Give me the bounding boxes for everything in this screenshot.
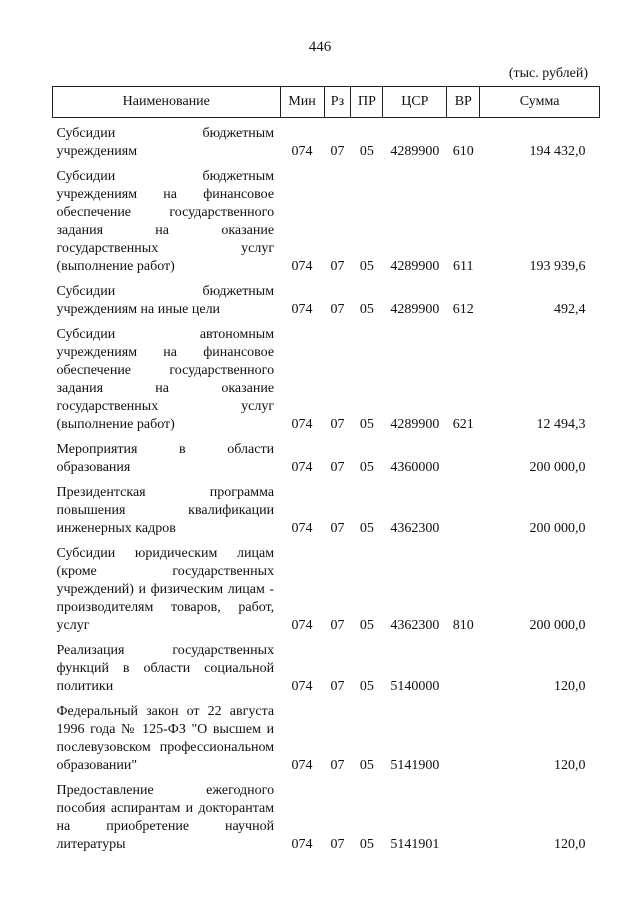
row-csr: 5141901 <box>390 837 440 852</box>
row-vr: 610 <box>452 144 474 159</box>
row-min: 074 <box>291 144 313 159</box>
row-name: Федеральный закон от 22 августа 1996 года № 125-ФЗ "О высшем и послевузовском профессиональном образовании" <box>56 704 275 773</box>
row-name: Субсидии бюджетным учреждениям на иные цели <box>56 284 275 317</box>
row-rz: 07 <box>330 758 345 773</box>
table-row <box>53 696 600 775</box>
row-sum: 12 494,3 <box>536 417 586 432</box>
row-rz: 07 <box>330 144 345 159</box>
header-vr: ВР <box>447 87 480 118</box>
row-csr: 4360000 <box>390 460 440 475</box>
row-pr: 05 <box>359 521 374 536</box>
row-pr: 05 <box>359 417 374 432</box>
row-pr: 05 <box>359 144 374 159</box>
row-name: Субсидии автономным учреждениям на финансовое обеспечение государственного задания на оказание государственных услуг (выполнение работ) <box>56 327 275 432</box>
row-sum: 200 000,0 <box>529 521 586 536</box>
row-sum: 120,0 <box>554 837 586 852</box>
table-row <box>53 161 600 276</box>
row-pr: 05 <box>359 460 374 475</box>
row-csr: 5140000 <box>390 679 440 694</box>
header-rz: Рз <box>324 87 351 118</box>
row-name: Президентская программа повышения квалификации инженерных кадров <box>56 485 275 536</box>
header-min: Мин <box>280 87 324 118</box>
table-row <box>53 118 600 162</box>
row-vr <box>447 434 480 477</box>
header-csr: ЦСР <box>383 87 447 118</box>
row-rz: 07 <box>330 837 345 852</box>
row-name: Субсидии бюджетным учреждениям на финансовое обеспечение государственного задания на оказание государственных услуг (выполнение работ) <box>56 169 275 274</box>
header-row <box>53 87 600 118</box>
row-sum: 194 432,0 <box>529 144 586 159</box>
row-pr: 05 <box>359 302 374 317</box>
row-csr: 4362300 <box>390 618 440 633</box>
row-sum: 120,0 <box>554 758 586 773</box>
row-csr: 4289900 <box>390 417 440 432</box>
page-number: 446 <box>308 39 332 55</box>
row-min: 074 <box>291 417 313 432</box>
row-name: Предоставление ежегодного пособия аспирантам и докторантам на приобретение научной литературы <box>56 783 275 852</box>
row-rz: 07 <box>330 460 345 475</box>
row-sum: 200 000,0 <box>529 618 586 633</box>
header-name: Наименование <box>53 87 281 118</box>
row-vr <box>447 635 480 696</box>
row-rz: 07 <box>330 302 345 317</box>
row-name: Субсидии юридическим лицам (кроме государственных учреждений) и физическим лицам - производителям товаров, работ, услуг <box>56 546 275 633</box>
row-pr: 05 <box>359 618 374 633</box>
row-min: 074 <box>291 521 313 536</box>
row-vr <box>447 775 480 854</box>
table-row <box>53 635 600 696</box>
row-min: 074 <box>291 758 313 773</box>
row-vr: 612 <box>452 302 474 317</box>
row-pr: 05 <box>359 758 374 773</box>
row-min: 074 <box>291 618 313 633</box>
row-vr: 810 <box>452 618 474 633</box>
header-sum: Сумма <box>480 87 600 118</box>
row-sum: 200 000,0 <box>529 460 586 475</box>
units-label: (тыс. рублей) <box>508 66 588 81</box>
row-vr: 621 <box>452 417 474 432</box>
row-csr: 4362300 <box>390 521 440 536</box>
row-vr <box>447 696 480 775</box>
row-sum: 492,4 <box>554 302 586 317</box>
row-rz: 07 <box>330 259 345 274</box>
row-rz: 07 <box>330 618 345 633</box>
row-rz: 07 <box>330 679 345 694</box>
row-pr: 05 <box>359 259 374 274</box>
row-csr: 4289900 <box>390 302 440 317</box>
row-rz: 07 <box>330 417 345 432</box>
row-pr: 05 <box>359 837 374 852</box>
table-row <box>53 477 600 538</box>
row-min: 074 <box>291 837 313 852</box>
row-min: 074 <box>291 302 313 317</box>
row-min: 074 <box>291 460 313 475</box>
table-row <box>53 538 600 635</box>
row-csr: 4289900 <box>390 144 440 159</box>
row-sum: 193 939,6 <box>529 259 586 274</box>
row-name: Мероприятия в области образования <box>56 442 275 475</box>
table-row <box>53 276 600 319</box>
row-sum: 120,0 <box>554 679 586 694</box>
row-vr <box>447 477 480 538</box>
table-row <box>53 319 600 434</box>
row-name: Реализация государственных функций в области социальной политики <box>56 643 275 694</box>
header-pr: ПР <box>351 87 383 118</box>
row-csr: 5141900 <box>390 758 440 773</box>
row-csr: 4289900 <box>390 259 440 274</box>
row-vr: 611 <box>453 259 474 274</box>
row-pr: 05 <box>359 679 374 694</box>
row-name: Субсидии бюджетным учреждениям <box>56 126 275 159</box>
row-rz: 07 <box>330 521 345 536</box>
row-min: 074 <box>291 259 313 274</box>
table-row <box>53 434 600 477</box>
row-min: 074 <box>291 679 313 694</box>
budget-table <box>52 86 600 854</box>
table-row <box>53 775 600 854</box>
